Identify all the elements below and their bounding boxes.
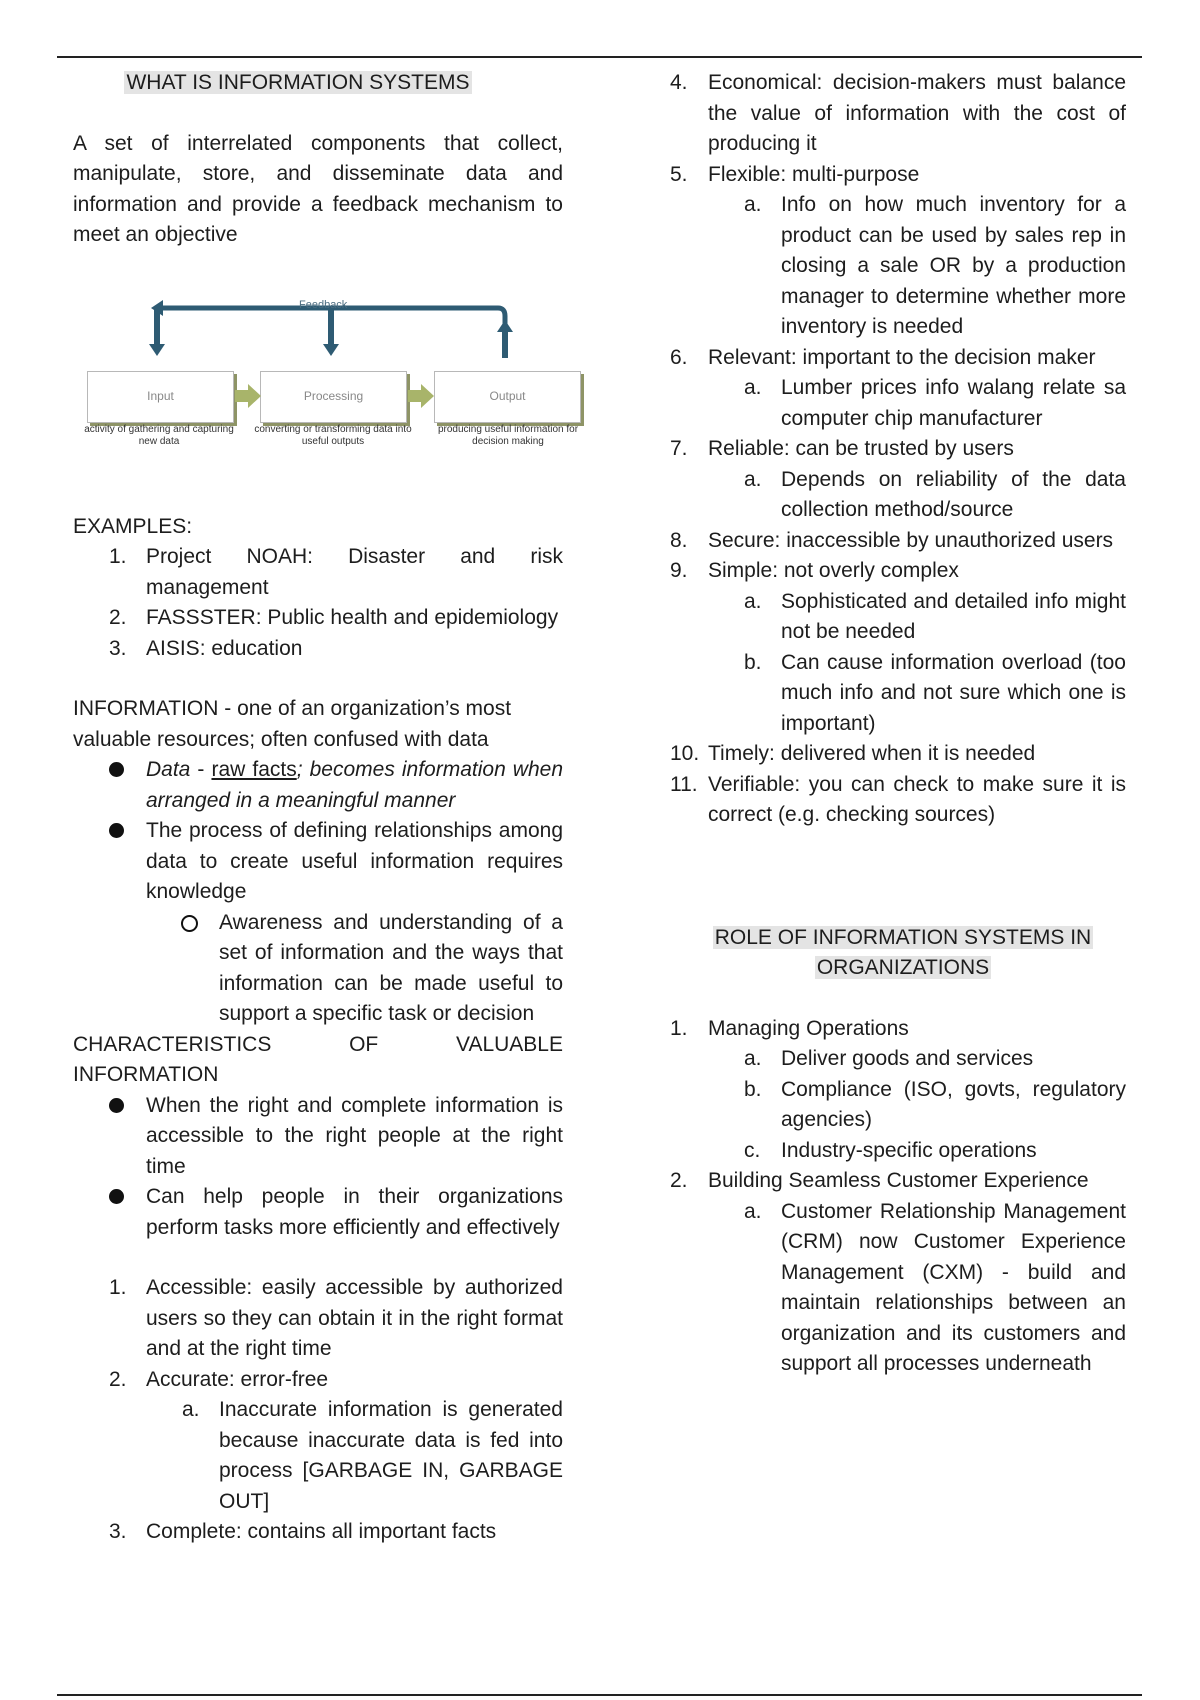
char-item-economical <box>670 68 1126 160</box>
output-box-label: Output <box>489 389 526 404</box>
input-box <box>87 371 234 423</box>
char-subitem-inventory <box>670 190 1126 343</box>
example-text: AISIS: education <box>146 636 303 660</box>
subitem-marker: a. <box>744 376 762 399</box>
item-number: 3. <box>109 1520 127 1543</box>
char-item-verifiable <box>670 770 1126 831</box>
bullet-dot <box>109 755 124 787</box>
role-heading-line2: ORGANIZATIONS <box>816 956 990 979</box>
char-item-relevant <box>670 343 1126 374</box>
bullet-dot <box>109 1091 124 1123</box>
subitem-text: Can cause information overload (too much info and not sure which one is important) <box>781 650 1126 735</box>
subitem-marker: a. <box>744 1047 762 1070</box>
item-text: Reliable: can be trusted by users <box>708 437 1014 460</box>
item-number: 6. <box>670 345 688 369</box>
item-text: Flexible: multi-purpose <box>708 162 920 186</box>
char-item-complete <box>73 1517 563 1548</box>
item-text: Timely: delivered when it is needed <box>708 742 1036 765</box>
processing-box-label: Processing <box>303 389 364 404</box>
subitem-text: Sophisticated and detailed info might not be needed <box>781 589 1126 643</box>
bullet-text: When the right and complete information is accessible to the right people at the right time <box>146 1093 563 1178</box>
raw-facts-text: raw facts <box>211 758 297 781</box>
left-column <box>73 68 579 1548</box>
item-text: Simple: not overly complex <box>708 559 959 582</box>
connector-processing-output <box>408 384 434 408</box>
bullet-text: Can help people in their organizations perform tasks more efficiently and effectively <box>146 1185 563 1239</box>
item-text: Secure: inaccessible by unauthorized users <box>708 528 1114 552</box>
char-subitem-inaccurate <box>73 1395 563 1517</box>
char-subitem-overload <box>670 648 1126 740</box>
subitem-marker: c. <box>744 1138 761 1162</box>
example-number: 1. <box>109 545 127 568</box>
arrow-up-output-shaft <box>502 330 508 358</box>
subitem-text: Customer Relationship Management (CRM) now Customer Experience Management (CXM) - build and maintain relationships between an organization and its customers and support all processes underneath <box>781 1199 1126 1375</box>
bullet-process <box>73 816 563 908</box>
bullet-dot <box>109 1182 124 1214</box>
example-item <box>73 603 563 634</box>
top-rule <box>57 56 1142 58</box>
item-number: 4. <box>670 71 688 94</box>
role-subitem-compliance <box>670 1075 1126 1136</box>
char-item-secure <box>670 526 1126 557</box>
role-subitem-crm <box>670 1197 1126 1380</box>
sub-bullet-text: Awareness and understanding of a set of information and the ways that information can be made useful to support a specific task or decision <box>219 910 563 1025</box>
subitem-text: Depends on reliability of the data collection method/source <box>781 467 1126 521</box>
bullet-data <box>73 755 563 816</box>
arrow-down-input-shaft <box>154 308 160 346</box>
char-item-accessible <box>73 1273 563 1365</box>
subitem-text: Inaccurate information is generated because inaccurate data is fed into process [GARBAGE IN, GARBAGE OUT] <box>219 1398 563 1513</box>
item-number: 1. <box>670 1016 688 1040</box>
subitem-marker: a. <box>744 1199 762 1223</box>
subitem-marker: a. <box>182 1398 200 1421</box>
item-number: 11. <box>670 772 698 796</box>
feedback-label: Feedback <box>299 298 348 311</box>
data-term: Data <box>146 758 191 781</box>
connector-input-processing <box>235 384 261 408</box>
item-text: Relevant: important to the decision maker <box>708 345 1096 369</box>
char-item-flexible <box>670 160 1126 191</box>
item-number: 7. <box>670 437 688 460</box>
subitem-text: Deliver goods and services <box>781 1047 1034 1070</box>
char-subitem-sophisticated <box>670 587 1126 648</box>
item-text: Accurate: error-free <box>146 1367 329 1391</box>
role-item-operations <box>670 1014 1126 1045</box>
definition-paragraph: A set of interrelated components that collect, manipulate, store, and disseminate data and information and provide a feedback mechanism to meet an objective <box>73 131 563 246</box>
item-number: 9. <box>670 559 688 582</box>
bottom-rule <box>57 1694 1142 1696</box>
example-text: Project NOAH: Disaster and risk management <box>146 545 563 599</box>
bullet-text: The process of defining relationships among data to create useful information requires knowledge <box>146 819 563 903</box>
char-item-reliable <box>670 434 1126 465</box>
item-number: 2. <box>109 1367 127 1391</box>
heading-text: WHAT IS INFORMATION SYSTEMS <box>126 71 470 94</box>
item-number: 1. <box>109 1276 127 1299</box>
characteristics-bullet <box>73 1182 563 1243</box>
subitem-text: Lumber prices info walang relate sa computer chip manufacturer <box>781 376 1126 430</box>
data-definition-rest: ; becomes information when arranged in a meaningful manner <box>146 758 564 812</box>
item-text: Managing Operations <box>708 1016 909 1040</box>
char-item-simple <box>670 556 1126 587</box>
role-subitem-industry <box>670 1136 1126 1167</box>
arrow-down-processing-head <box>323 344 339 356</box>
subitem-text: Industry-specific operations <box>781 1138 1037 1162</box>
section-heading-what-is-is <box>73 68 563 99</box>
item-text: Verifiable: you can check to make sure it is correct (e.g. checking sources) <box>708 772 1126 826</box>
subitem-text: Info on how much inventory for a product can be used by sales rep in closing a sale OR by a production manager to determine whether more inventory is needed <box>781 193 1126 338</box>
subitem-marker: a. <box>744 193 762 216</box>
subitem-marker: b. <box>744 1077 762 1101</box>
char-item-accurate <box>73 1365 563 1396</box>
arrow-up-output-head <box>497 320 513 332</box>
char-subitem-lumber <box>670 373 1126 434</box>
item-number: 10. <box>670 742 700 765</box>
subitem-text: Compliance (ISO, govts, regulatory agencies) <box>781 1077 1126 1131</box>
data-separator: - <box>190 758 212 781</box>
output-box <box>434 371 581 423</box>
characteristics-bullet <box>73 1091 563 1183</box>
item-text: Building Seamless Customer Experience <box>708 1169 1089 1192</box>
subitem-marker: a. <box>744 589 762 613</box>
characteristics-heading: CHARACTERISTICS OF VALUABLE INFORMATION <box>73 1032 563 1086</box>
example-item <box>73 634 563 665</box>
item-text: Economical: decision-makers must balance the value of information with the cost of producing it <box>708 71 1126 155</box>
role-item-customer-experience <box>670 1166 1126 1197</box>
subitem-marker: a. <box>744 467 762 491</box>
output-caption: producing useful information for decision making <box>437 423 579 447</box>
role-heading <box>670 923 1126 984</box>
right-column <box>670 68 1126 1380</box>
example-number: 3. <box>109 636 127 660</box>
example-item <box>73 542 563 603</box>
example-number: 2. <box>109 606 127 629</box>
example-text: FASSSTER: Public health and epidemiology <box>146 606 559 629</box>
char-subitem-reliability <box>670 465 1126 526</box>
input-box-label: Input <box>147 389 174 404</box>
ipo-diagram <box>73 286 579 506</box>
examples-heading: EXAMPLES: <box>73 514 193 538</box>
subitem-marker: b. <box>744 650 762 674</box>
char-item-timely <box>670 739 1126 770</box>
processing-caption: converting or transforming data into useful outputs <box>254 423 412 447</box>
item-number: 5. <box>670 162 688 186</box>
item-text: Complete: contains all important facts <box>146 1520 497 1543</box>
item-text: Accessible: easily accessible by authorized users so they can obtain it in the right format and at the right time <box>146 1276 563 1360</box>
arrow-down-input-head <box>149 344 165 356</box>
processing-box <box>260 371 407 423</box>
input-caption: activity of gathering and capturing new data <box>84 423 234 447</box>
role-subitem-deliver <box>670 1044 1126 1075</box>
bullet-dot <box>109 816 124 848</box>
item-number: 8. <box>670 528 688 552</box>
bullet-circle <box>181 908 198 942</box>
role-heading-line1: ROLE OF INFORMATION SYSTEMS IN <box>714 925 1092 949</box>
item-number: 2. <box>670 1169 688 1192</box>
information-intro: INFORMATION - one of an organization’s most valuable resources; often confused with data <box>73 697 512 751</box>
sub-bullet-knowledge <box>73 908 563 1030</box>
